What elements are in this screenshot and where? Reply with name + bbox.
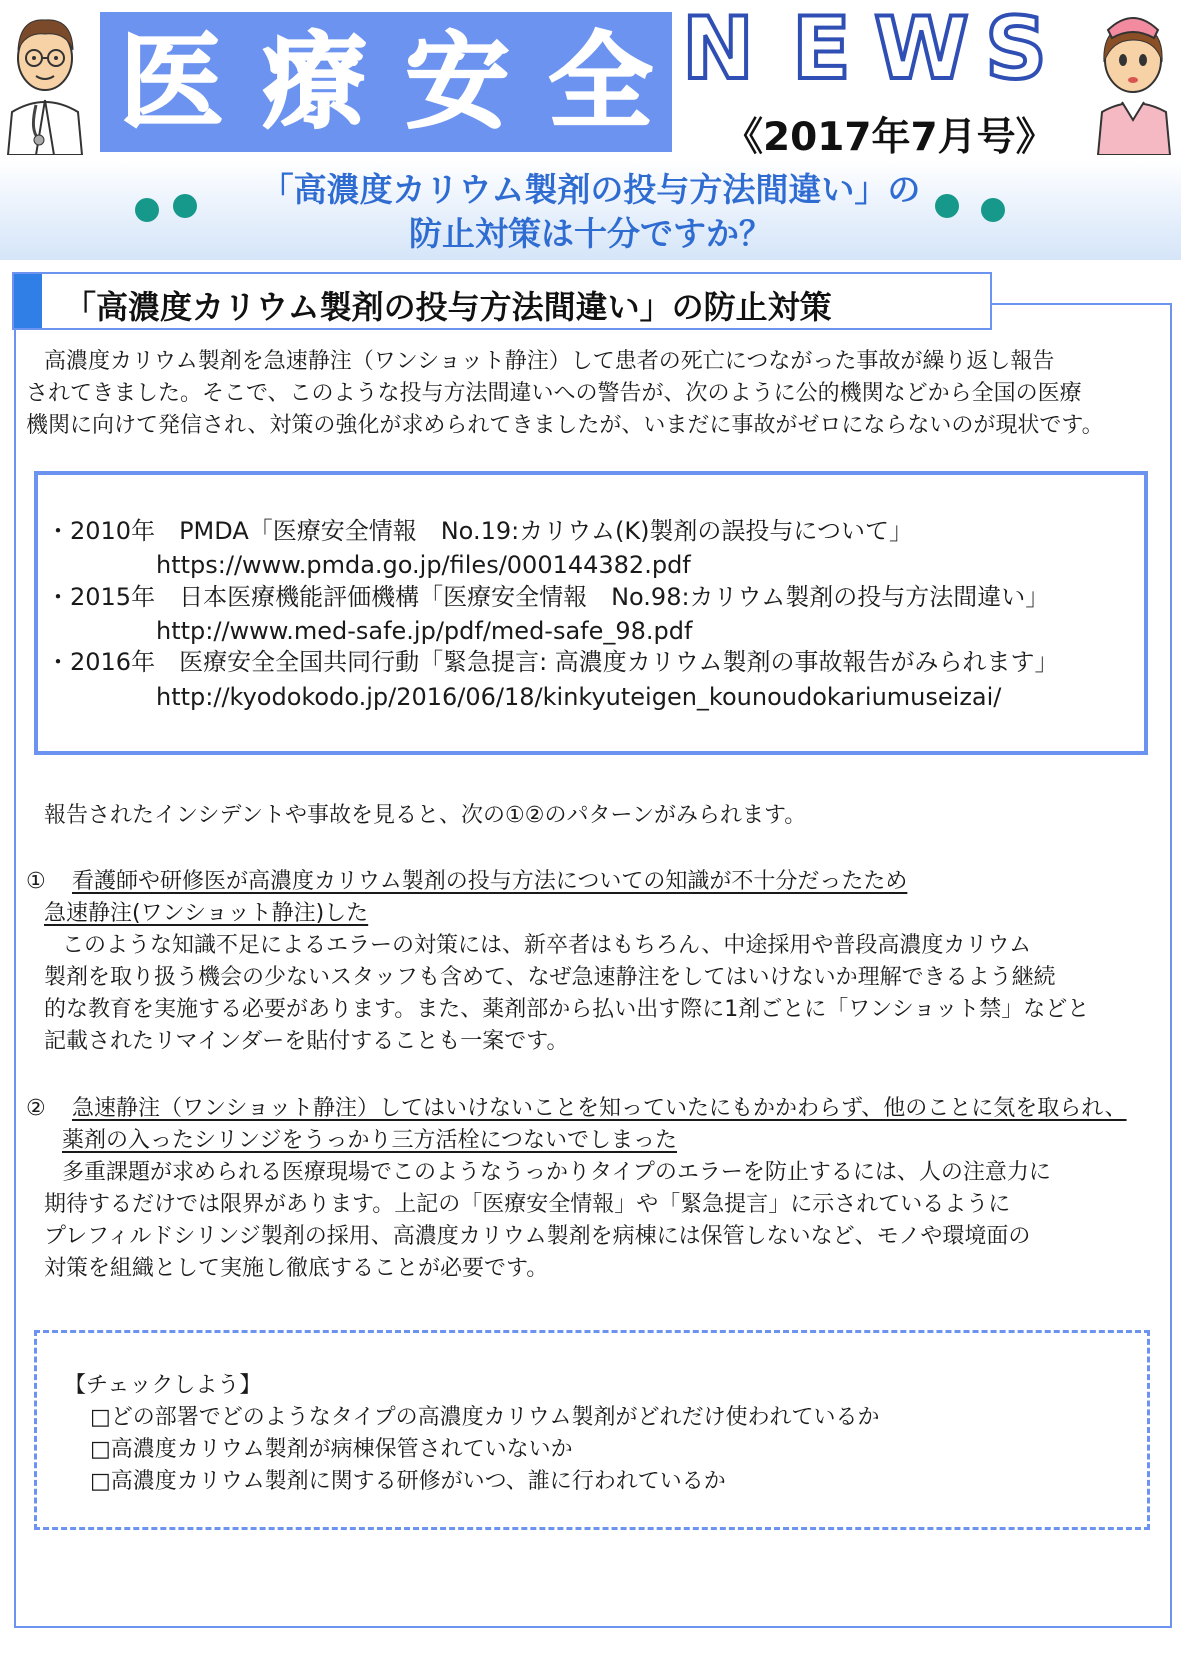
pattern-2-body-2: 期待するだけでは限界があります。上記の「医療安全情報」や「緊急提言」に示されているように xyxy=(44,1192,1011,1217)
pattern-2-body-3: プレフィルドシリンジ製剤の採用、高濃度カリウム製剤を病棟には保管しないなど、モノや環境面の xyxy=(44,1224,1031,1249)
section-heading-bar xyxy=(14,274,42,328)
reference-2: ・2015年 日本医療機能評価機構「医療安全情報 No.98:カリウム製剤の投与方法間違い」 xyxy=(46,583,1050,611)
news-letter-w: W xyxy=(874,0,969,99)
checklist-title: 【チェックしよう】 xyxy=(64,1373,262,1398)
checklist-item-1: □どの部署でどのようなタイプの高濃度カリウム製剤がどれだけ使われているか xyxy=(90,1405,880,1430)
title-char: 医 xyxy=(119,21,224,143)
reference-1: ・2010年 PMDA「医療安全情報 No.19:カリウム(K)製剤の誤投与について」 xyxy=(46,517,913,545)
intro-line-1: 高濃度カリウム製剤を急速静注（ワンショット静注）して患者の死亡につながった事故が繰り返し報告 xyxy=(22,349,1055,374)
pattern-2-body-1: 多重課題が求められる医療現場でこのようなうっかりタイプのエラーを防止するには、人の注意力に xyxy=(40,1160,1051,1185)
pattern-2-heading-1: 急速静注（ワンショット静注）してはいけないことを知っていたにもかかわらず、他のことに気を取られ、 xyxy=(72,1096,1127,1121)
nurse-icon xyxy=(1086,0,1181,155)
pattern-2-heading-2: 薬剤の入ったシリンジをうっかり三方活栓につないでしまった xyxy=(62,1128,678,1153)
intro-line-3: 機関に向けて発信され、対策の強化が求められてきましたが、いまだに事故がゼロにならないのが現状です。 xyxy=(26,413,1104,438)
pattern-intro: 報告されたインシデントや事故を見ると、次の①②のパターンがみられます。 xyxy=(44,803,807,828)
pattern-1-body-1: このような知識不足によるエラーの対策には、新卒者はもちろん、中途採用や普段高濃度カリウム xyxy=(40,933,1032,958)
pattern-1-heading-1: 看護師や研修医が高濃度カリウム製剤の投与方法についての知識が不十分だったため xyxy=(72,869,908,894)
title-char: 療 xyxy=(262,21,367,143)
pattern-1-body-2: 製剤を取り扱う機会の少ないスタッフも含めて、なぜ急速静注をしてはいけないか理解できるよう継続 xyxy=(44,965,1056,990)
title-char: 安 xyxy=(405,21,510,143)
pattern-2-marker: ② xyxy=(26,1096,46,1121)
title-box-3 xyxy=(386,12,529,152)
title-box-4 xyxy=(529,12,672,152)
section-heading-text: 「高濃度カリウム製剤の投与方法間違い」の防止対策 xyxy=(64,288,832,326)
intro-line-2: されてきました。そこで、このような投与方法間違いへの警告が、次のように公的機関などから全国の医療 xyxy=(26,381,1082,406)
news-letter-n: N xyxy=(682,0,754,99)
pattern-2-body-4: 対策を組織として実施し徹底することが必要です。 xyxy=(44,1256,549,1281)
doctor-icon xyxy=(0,0,90,155)
headline-line-2: 防止対策は十分ですか？ xyxy=(409,214,772,253)
section-frame-top xyxy=(990,303,1172,305)
title-char: 全 xyxy=(548,21,653,143)
headline-line-1: 「高濃度カリウム製剤の投与方法間違い」の xyxy=(260,170,921,209)
pattern-1-body-4: 記載されたリマインダーを貼付することも一案です。 xyxy=(44,1029,569,1054)
pattern-1-heading-2: 急速静注(ワンショット静注)した xyxy=(44,901,369,926)
title-box-1 xyxy=(100,12,243,152)
reference-2-url[interactable]: http://www.med-safe.jp/pdf/med-safe_98.pdf xyxy=(156,617,693,645)
issue-label: 《2017年7月号》 xyxy=(724,115,1055,160)
news-letter-s: S xyxy=(985,0,1047,99)
pattern-1-marker: ① xyxy=(26,869,46,894)
pattern-1-body-3: 的な教育を実施する必要があります。また、薬剤部から払い出す際に1剤ごとに「ワンショット禁」などと xyxy=(44,997,1090,1022)
news-letter-e: E xyxy=(792,0,851,99)
reference-1-url[interactable]: https://www.pmda.go.jp/files/000144382.pdf xyxy=(156,551,691,579)
title-box-2 xyxy=(243,12,386,152)
reference-3: ・2016年 医療安全全国共同行動「緊急提言: 高濃度カリウム製剤の事故報告がみられます」 xyxy=(46,648,1059,676)
checklist-item-3: □高濃度カリウム製剤に関する研修がいつ、誰に行われているか xyxy=(90,1469,726,1494)
reference-3-url[interactable]: http://kyodokodo.jp/2016/06/18/kinkyuteigen_kounoudokariumuseizai/ xyxy=(156,683,1002,711)
section-heading xyxy=(12,272,992,330)
checklist-item-2: □高濃度カリウム製剤が病棟保管されていないか xyxy=(90,1437,573,1462)
